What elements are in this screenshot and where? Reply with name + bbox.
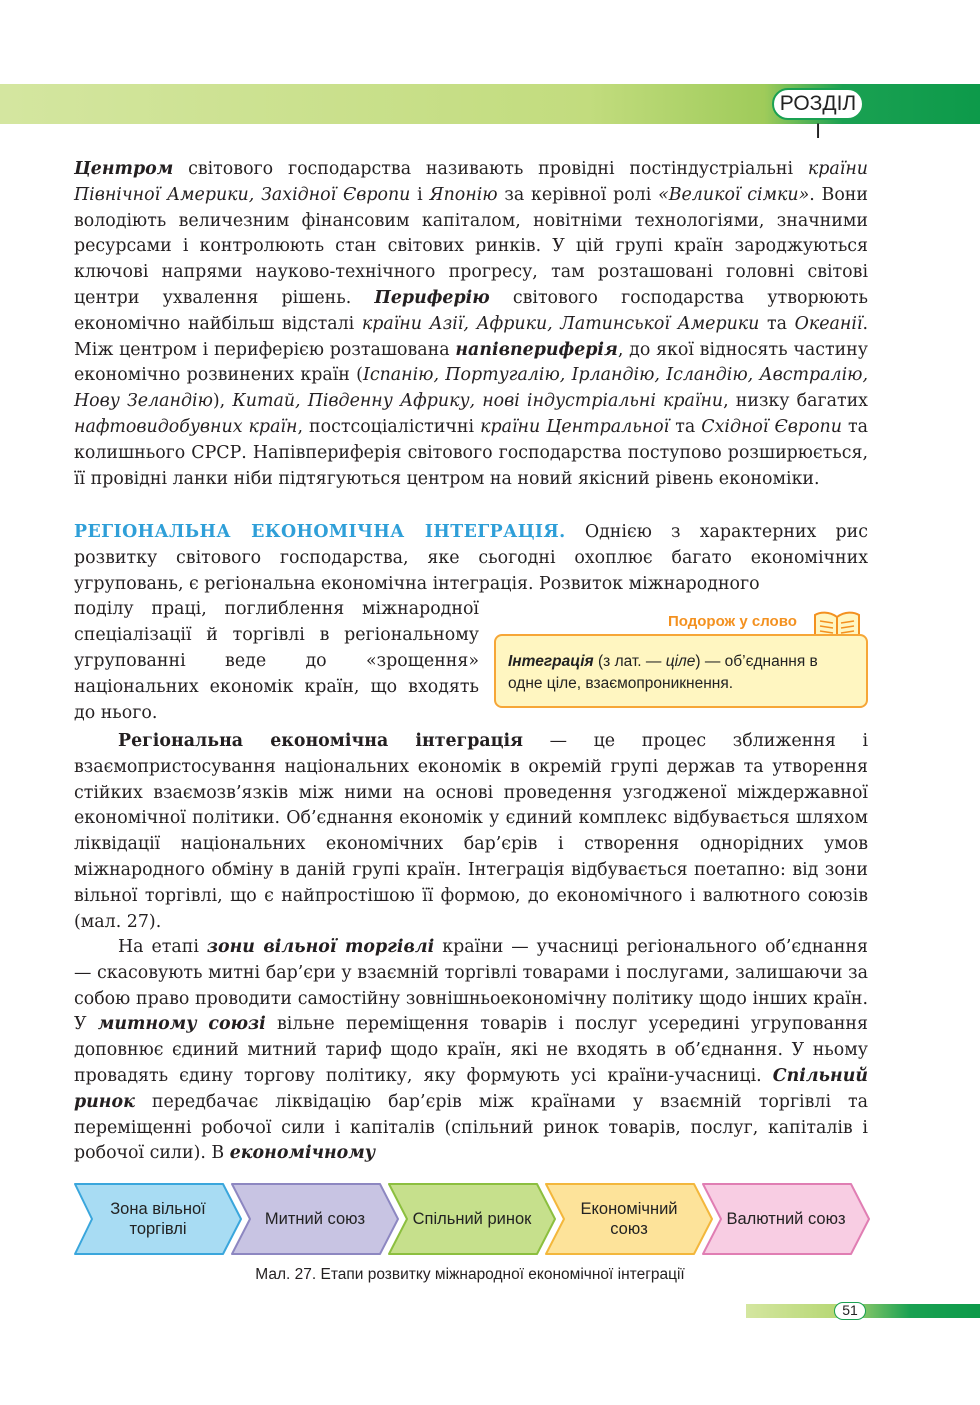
paragraph4-run: На етапі <box>118 937 207 957</box>
paragraph1-run: , низку багатих <box>723 391 868 412</box>
paragraph1-run: Центром <box>74 159 174 179</box>
paragraph4-run: Спільний ринок <box>74 1065 868 1112</box>
paragraph-2-narrow: поділу праці, поглиблення міжнародної спеціалізації й торгівлі в регіональному угрупованні веде до «зрощення» національних економік країн, що входять до нього. <box>74 599 479 723</box>
paragraph1-run: ), <box>212 391 233 412</box>
paragraph1-run: Китай, Південну Африку, нові індустріальні країни <box>232 391 724 412</box>
paragraph1-run: світового господарства утворюють економічно найбільш відсталі <box>74 287 868 334</box>
paragraph1-run: нафтовидобувних країн <box>74 416 298 437</box>
paragraph4-run: вільне переміщення товарів і послуг усередині угруповання доповнює єдиний митний тариф щодо країн, які не входять в об’єднання. У ньому провадять єдину торгову політику, яку формують усі країни-учасниці. <box>74 1014 868 1086</box>
integration-stages-diagram <box>74 1183 870 1255</box>
page-number: 51 <box>834 1302 866 1320</box>
figure-caption: Мал. 27. Етапи розвитку міжнародної економічної інтеграції <box>255 1266 685 1283</box>
paragraph1-run: Східної Європи <box>701 416 842 437</box>
paragraph1-run: Океанії <box>794 313 863 334</box>
paragraph1-run: Периферію <box>374 287 490 308</box>
paragraph-1 <box>74 157 868 492</box>
paragraph4-run: зони вільної торгівлі <box>206 937 435 957</box>
paragraph1-run: «Великої сімки» <box>658 184 810 205</box>
sidebar-title: Подорож у слово <box>668 613 797 630</box>
word-journey-box <box>494 634 868 708</box>
paragraph-2-wide: Однією з характерних рис розвитку світового господарства, яке сьогодні охоплює багато економічних угруповань, є регіональна економічна інтеграція. Розвиток міжнародного <box>74 522 868 594</box>
section-heading: РЕГІОНАЛЬНА ЕКОНОМІЧНА ІНТЕГРАЦІЯ. <box>74 522 566 542</box>
paragraph1-run: за керівної ролі <box>497 184 659 205</box>
paragraph1-run: та колишнього СРСР. Напівпериферія світового господарства поступово розширюється, її провідні ланки ніби підтягуються центром на новий якісний рівень економіки. <box>74 416 868 489</box>
stage-chevron <box>231 1183 399 1255</box>
paragraph1-run: Японію <box>429 184 498 205</box>
definition-post: ) — об’єднання в одне ціле, взаємопроникнення. <box>508 653 818 692</box>
paragraph1-run: та <box>669 416 702 437</box>
paragraph1-run: світового господарства називають провідні постіндустріальні <box>173 159 808 179</box>
paragraph1-run: країни Північної Америки, Західної Європи <box>74 159 868 205</box>
paragraph1-run: , постсоціалістичні <box>297 416 481 437</box>
stage-label: Митний союз <box>264 1210 366 1228</box>
paragraph4-run: митному союзі <box>97 1014 266 1035</box>
paragraph4-run: передбачає ліквідацію бар’єрів між країнами у взаємній торгівлі та переміщенні робочої сили і капіталів (спільний ринок товарів, послуг, капіталів і робочої сили). В <box>74 1091 868 1164</box>
stage-chevron <box>74 1183 242 1255</box>
stage-label: Спільний ринок <box>412 1210 532 1228</box>
paragraph3-run: Регіональна економічна інтеграція <box>118 731 523 751</box>
paragraph-stages <box>74 935 868 1167</box>
paragraph1-run: країни Центральної <box>480 416 670 437</box>
paragraph1-run: напівпериферія <box>455 339 618 360</box>
paragraph1-run: країни Азії, Африки, Латинської Америки <box>361 313 760 334</box>
paragraph-definition <box>74 729 868 935</box>
paragraph-4 <box>74 935 868 1167</box>
paragraph1-run: Іспанію, Португалію, Ірландію, Ісландію, Австралію, Нову Зеландію <box>74 365 868 412</box>
stage-chevron <box>545 1183 713 1255</box>
paragraph1-run: , до якої відносять частину економічно розвинених країн ( <box>74 339 868 386</box>
latin-word: ціле <box>665 653 696 670</box>
stage-label: Валютний союз <box>726 1210 846 1228</box>
paragraph4-run: країни — учасниці регіонального об’єднання — скасовують митні бар’єри у взаємній торгівлі товарами і послугами, залишаючи за собою право проводити самостійну зовнішньоекономічну політику щодо інших країн. У <box>74 937 868 1035</box>
paragraph4-run: економічному <box>229 1143 376 1164</box>
paragraph1-run: і <box>410 184 430 205</box>
paragraph-3 <box>74 729 868 935</box>
paragraph1-run: . Між центром і периферією розташована <box>74 313 869 360</box>
paragraph-center-periphery <box>74 157 868 492</box>
paragraph1-run: . Вони володіють величезним фінансовим капіталом, новітніми технологіями, значними ресурсами і контролюють стан світових ринків. У цій групі країн зароджуються ключові напрями науково-технічного прогресу, там розташовані головні світові центри ухвалення рішень. <box>74 184 868 308</box>
stage-chevron <box>702 1183 870 1255</box>
paragraph1-run: та <box>759 313 795 334</box>
term: Інтеграція <box>508 653 594 670</box>
paragraph3-run: — це процес зближення і взаємопристосування національних економік в окремій групі держав та утворення стійких взаємозв’язків між ними на основі проведення узгодженої міждержавної економічної політики. Об’єднання економік у єдиний комплекс відбувається шляхом ліквідації національних економічних бар’єрів і створення однорідних умов міжнародного обміну в даній групі країн. Інтеграція відбувається поетапно: від зони вільної торгівлі, що є найпростішою її формою, до економічного і валютного союзів (мал. 27). <box>74 731 869 932</box>
section-label: РОЗДІЛ І <box>772 88 864 120</box>
stage-label: Зона вільної торгівлі <box>110 1200 206 1238</box>
stage-label: Економічний союз <box>580 1200 678 1238</box>
definition-pre: (з лат. — <box>593 653 666 670</box>
stage-chevron <box>388 1183 556 1255</box>
